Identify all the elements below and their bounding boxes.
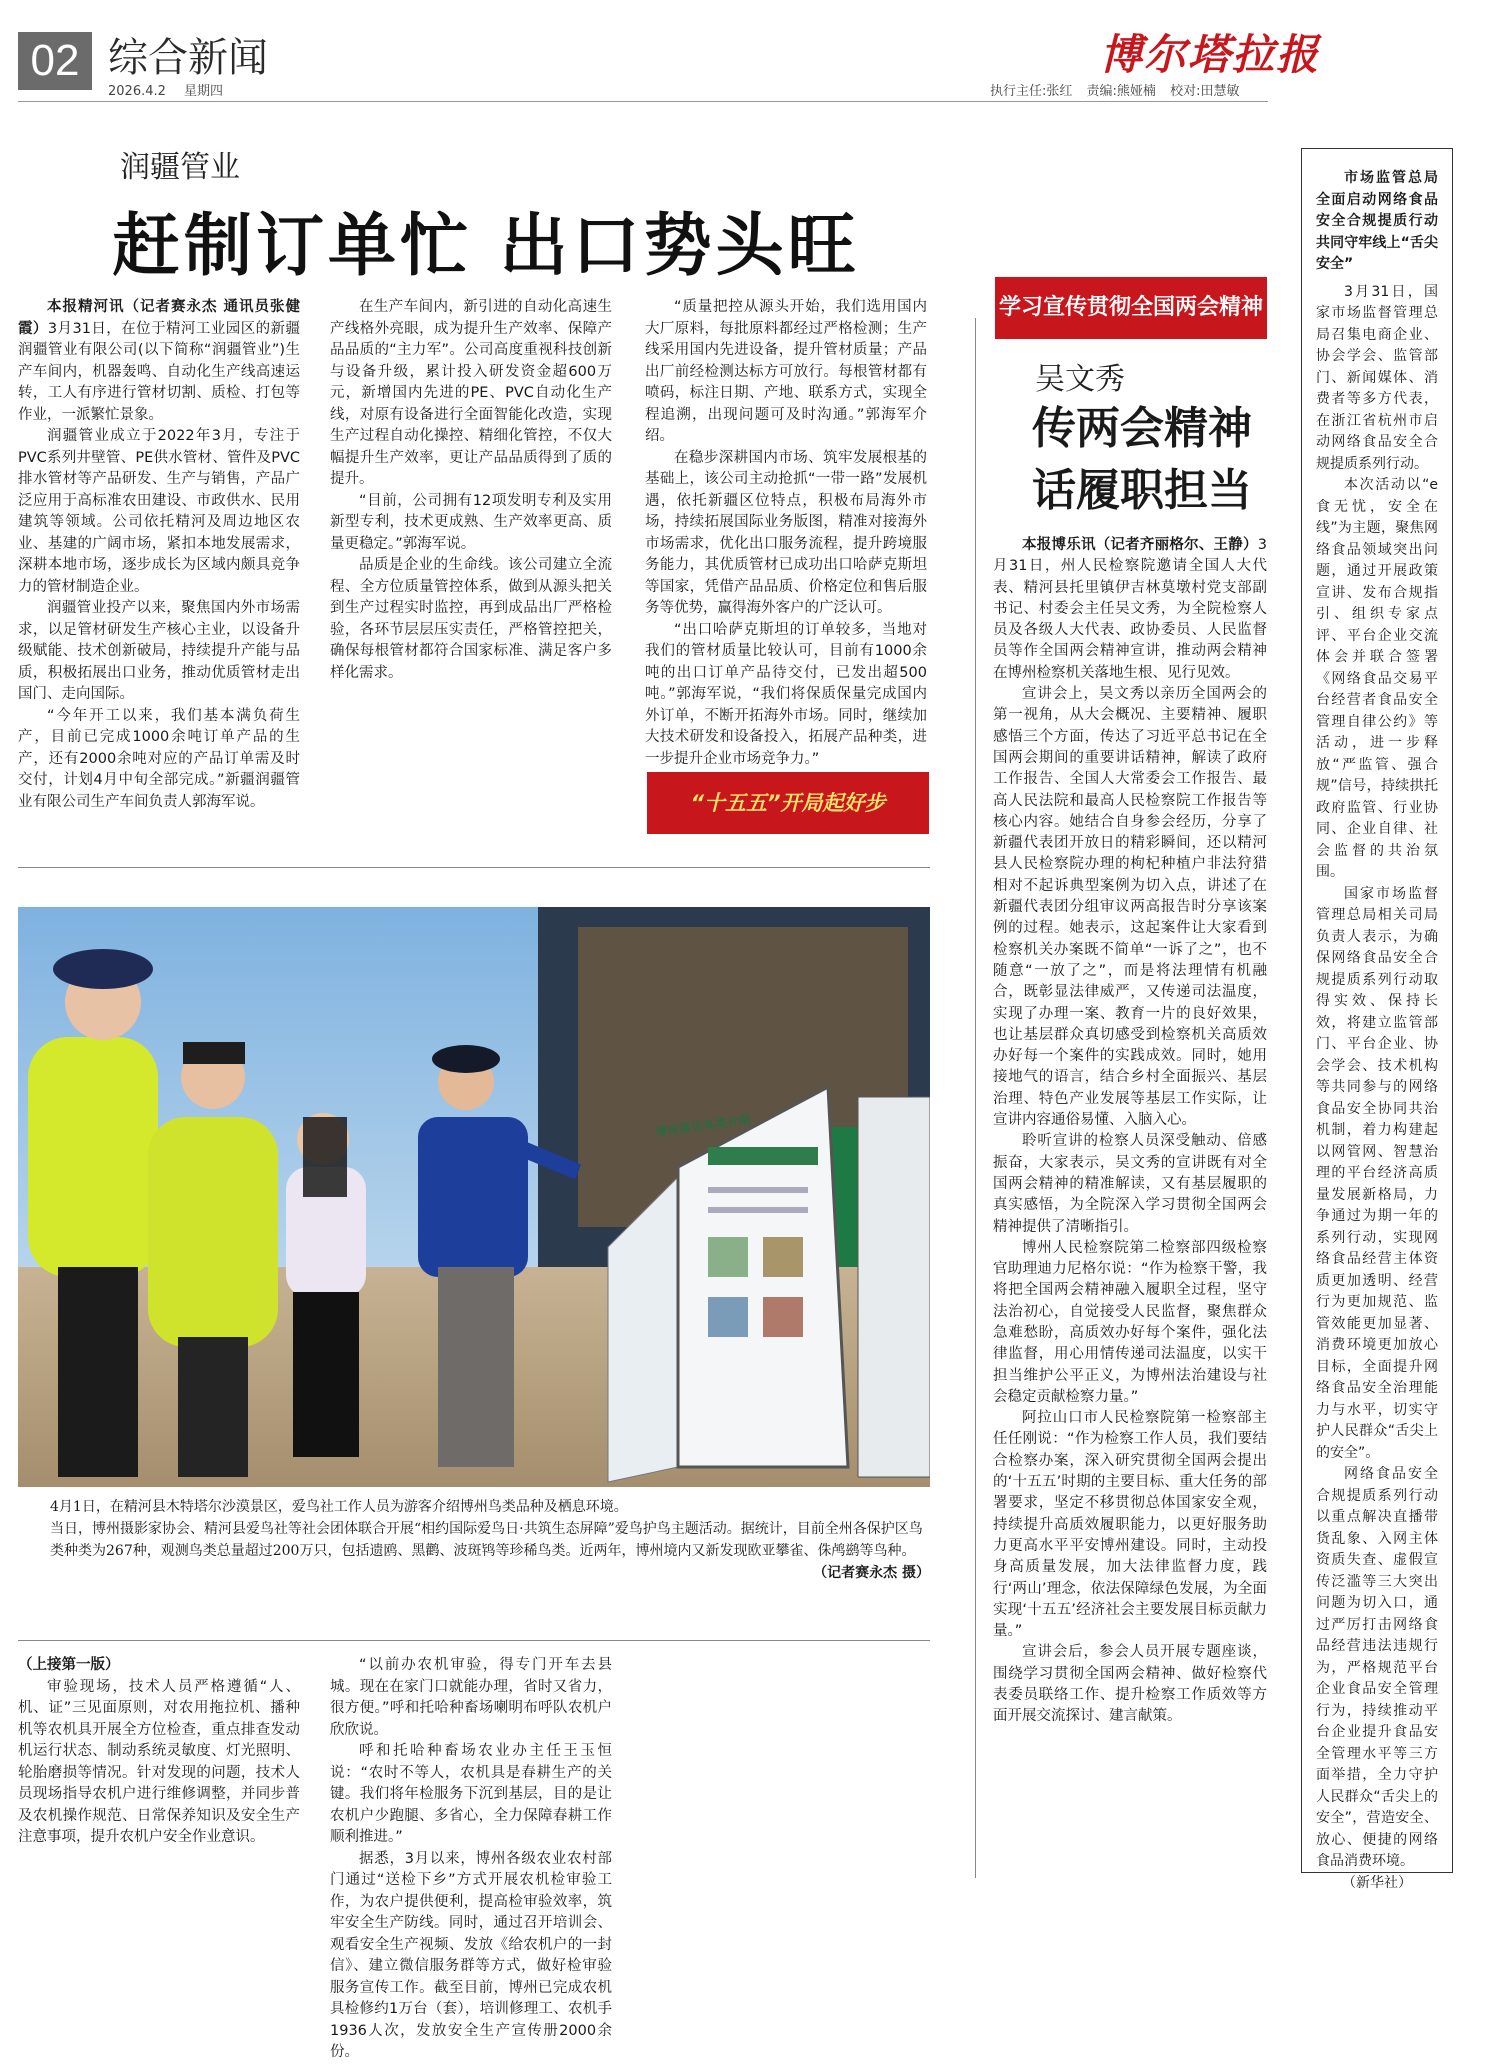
main-article-col-3 [645,297,927,770]
photo-illustration [18,907,930,1487]
sidebar-paragraph: 国家市场监督管理总局相关司局负责人表示，为确保网络食品安全合规提质系列行动取得实效、保持长效，将建立监管部门、平台企业、协会学会、技术机构等共同参与的网络食品安全协同共治机制，着力构建起以网管网、智慧治理的平台经济高质量发展新格局，力争通过为期一年的系列行动，实现网络食品经营主体资质更加透明、经营行为更加规范、监管效能更加显著、消费环境更加放心目标，全面提升网络食品安全治理能力与水平，切实守护人民群众“舌尖上的安全”。 [1316,885,1438,1461]
article-paragraph: 呼和托哈种畜场农业办主任王玉恒说：“农时不等人，农机具是春耕生产的关键。我们将年检服务下沉到基层，目的是让农机户少跑腿、多省心，全力保障春耕工作顺利推进。” [330,1743,612,1845]
article-paragraph: 宣讲会上，吴文秀以亲历全国两会的第一视角，从大会概况、主要精神、履职感悟三个方面，传达了习近平总书记在全国两会期间的重要讲话精神，解读了政府工作报告、全国人大常委会工作报告、最高人民法院和最高人民检察院工作报告等核心内容。她结合自身参会经历，分享了新疆代表团开放日的精彩瞬间，还以精河县人民检察院办理的枸杞种植户非法狩猎相对不起诉典型案例为切入点，讲述了在新疆代表团分组审议两高报告时分享该案例的过程。她表示，这起案件让大家看到检察机关办案既不简单“一诉了之”，也不随意“一放了之”，而是将法理情有机融合，既彰显法律威严，又传递司法温度，实现了办理一案、教育一片的良好效果，也让基层群众真切感受到检察机关高质效办好每一个案件的实践成效。同时，她用接地气的语言，结合乡村全面振兴、基层治理、特色产业发展等基层工作实际，让宣讲内容通俗易懂、入脑入心。 [993,686,1267,1129]
right-headline [1032,398,1252,522]
article-paragraph: 在稳步深耕国内市场、筑牢发展根基的基础上，该公司主动抢抓“一带一路”发展机遇，依托新疆区位特点，积极布局海外市场，持续拓展国际业务版图，精准对接海外市场需求，优化出口服务流程，提升跨境服务能力，其优质管材已成功出口哈萨克斯坦等国家，凭借产品品质、价格定位和售后服务等优势，赢得海外客户的广泛认可。 [645,449,927,616]
article-kicker: 润疆管业 [120,150,240,185]
masthead-rule [18,101,1268,102]
section-divider [18,867,930,868]
continued-col-1 [18,1655,300,1849]
caption-line: 4月1日，在精河县木特塔尔沙漠景区，爱鸟社工作人员为游客介绍博州鸟类品种及栖息环境。 [50,1499,628,1515]
article-paragraph: 品质是企业的生命线。该公司建立全流程、全方位质量管控体系，做到从源头把关到生产过程实时监控，再到成品出厂严格检验，各环节层层压实责任，严格管控把关，确保每根管材都符合国家标准、满足客户多样化需求。 [330,557,612,681]
weekday-text: 星期四 [184,84,224,99]
article-paragraph: 审验现场，技术人员严格遵循“人、机、证”三见面原则，对农用拖拉机、播种机等农机具开展全方位检查，重点排查发动机运行状态、制动系统灵敏度、灯光照明、轮胎磨损等情况。针对发现的问题，技术人员现场指导农机户进行维修调整，并同步普及农机操作规范、日常保养知识及安全生产注意事项，提升农机户安全作业意识。 [18,1678,300,1845]
continued-col-2 [330,1655,612,2064]
article-paragraph: “以前办农机审验，得专门开车去县城。现在在家门口就能办理，省时又省力，很方便。”呼和托哈种畜场喇明布呼队农机户欣欣说。 [330,1657,612,1738]
sidebar-paragraph: 3月31日，国家市场监督管理总局召集电商企业、协会学会、监管部门、新闻媒体、消费者等多方代表，在浙江省杭州市启动网络食品安全合规提质系列行动。 [1316,283,1438,472]
article-paragraph: “目前，公司拥有12项发明专利及实用新型专利，技术更成熟、生产效率更高、质量更稳定。”郭海军说。 [330,492,612,552]
issue-date [108,80,237,99]
headline-line: 话履职担当 [1032,465,1252,516]
photo-caption [50,1496,930,1584]
editor: 责编:熊娅楠 [1086,84,1156,99]
newspaper-logo: 博尔塔拉报 [1100,30,1321,79]
article-paragraph: “今年开工以来，我们基本满负荷生产，目前已完成1000余吨订单产品的生产，还有2000余吨对应的产品订单需及时交付，计划4月中旬全部完成。”新疆润疆管业有限公司生产车间负责人郭海军说。 [18,707,300,810]
chief-editor: 执行主任:张红 [990,84,1073,99]
article-headline: 赶制订单忙 出口势头旺 [112,206,860,286]
proofreader: 校对:田慧敏 [1170,84,1240,99]
topic-banner-text: 学习宣传贯彻全国两会精神 [998,295,1263,320]
sidebar-paragraph: 本次活动以“e食无忧，安全在线”为主题，聚焦网络食品领域突出问题，通过开展政策宣讲、发布合规指引、组织专家点评、平台企业交流体会并联合签署《网络食品交易平台经营者食品安全管理自律公约》等活动，进一步释放“严监管、强合规”信号，持续拱托政府监管、行业协同、企业自律、社会监督的共治氛围。 [1316,477,1438,880]
news-photo [18,907,930,1487]
article-paragraph: 宣讲会后，参会人员开展专题座谈，围绕学习贯彻全国两会精神、做好检察代表委员联络工作、提升检察工作质效等方面开展交流探讨、建言献策。 [993,1644,1267,1725]
section-divider [18,1640,930,1641]
page-number: 02 [18,32,92,90]
article-paragraph: 本报博乐讯（记者齐丽格尔、王静）3月31日，州人民检察院邀请全国人大代表、精河县托里镇伊吉林莫墩村党支部副书记、村委会主任吴文秀，为全院检察人员及各级人大代表、政协委员、人民监督员等作全国两会精神宣讲，推动两会精神在博州检察机关落地生根、见行见效。 [993,537,1267,681]
sidebar-paragraph: 网络食品安全合规提质系列行动以重点解决直播带货乱象、入网主体资质失查、虚假宣传泛滥等三大突出问题为切入口，通过严厉打击网络食品经营违法违规行为，严格规范平台企业食品安全管理行为，持续推动平台企业提升食品安全管理水平等三方面举措，全力守护人民群众“舌尖上的安全”，营造安全、放心、便捷的网络食品消费环境。 [1316,1466,1438,1869]
topic-banner [995,277,1267,339]
article-paragraph: 据悉，3月以来，博州各级农业农村部门通过“送检下乡”方式开展农机检审验工作，为农户提供便利，提高检审验效率，筑牢安全生产防线。同时，通过召开培训会、观看安全生产视频、发放《给农机户的一封信》、建立微信服务群等方式，做好检审验服务宣传工作。截至目前，博州已完成农机具检修约1万台（套），培训修理工、农机手1936人次，发放安全生产宣传册2000余份。 [330,1850,612,2060]
article-paragraph: “出口哈萨克斯坦的订单较多，当地对我们的管材质量比较认可，目前有1000余吨的出口订单产品待交付，已发出超500吨。”郭海军说，“我们将保质保量完成国内外订单，不断开拓海外市场。同时，继续加大技术研发和设备投入，拓展产品种类，进一步提升企业市场竞争力。” [645,621,927,767]
article-paragraph: 博州人民检察院第二检察部四级检察官助理迪力尼格尔说：“作为检察干警，我将把全国两会精神融入履职全过程，坚守法治初心，自觉接受人民监督，聚焦群众急难愁盼，高质效办好每个案件，强化法律监督，用心用情传递司法温度，以实干担当维护公平正义，为博州法治建设与社会稳定贡献检察力量。” [993,1239,1267,1405]
sidebar-title: 市场监管总局全面启动网络食品安全合规提质行动 共同守牢线上“舌尖安全” [1316,170,1438,272]
promo-banner [647,772,929,834]
date-text: 2026.4.2 [108,84,166,99]
column-divider [975,318,976,1878]
main-article-col-2 [330,297,612,684]
continued-label: （上接第一版） [18,1657,120,1673]
sidebar-source: （新华社） [1342,1874,1412,1891]
article-paragraph: 本报精河讯（记者赛永杰 通讯员张健霞）3月31日，在位于精河工业园区的新疆润疆管业有限公司(以下简称“润疆管业”)生产车间内，机器轰鸣、自动化生产线高速运转，工人有序进行管材切割、质检、打包等作业，一派繁忙景象。 [18,299,300,423]
section-title: 综合新闻 [108,35,268,81]
article-paragraph: 在生产车间内，新引进的自动化高速生产线格外亮眼，成为提升生产效率、保障产品品质的“主力军”。公司高度重视科技创新与设备升级，累计投入研发资金超600万元，新增国内先进的PE、PVC自动化生产线，对原有设备进行全面智能化改造，实现生产过程自动化操控、精细化管控，不仅大幅提升生产效率，更让产品品质得到了质的提升。 [330,299,612,487]
right-article-body [993,535,1267,1728]
headline-line: 传两会精神 [1032,403,1252,454]
byline: 本报精河讯（记者赛永杰 通讯员张健霞） [18,299,300,337]
article-paragraph: “质量把控从源头开始，我们选用国内大厂原料，每批原料都经过严格检测；生产线采用国内先进设备，提升管材质量；产品出厂前经检测达标方可放行。每根管材都有喷码，标注日期、产地、联系方式，实现全程追溯，出现问题可及时沟通。”郭海军介绍。 [645,299,927,444]
article-paragraph: 聆听宣讲的检察人员深受触动、倍感振奋，大家表示，吴文秀的宣讲既有对全国两会精神的精准解读，又有基层履职的真实感悟，为全院深入学习贯彻全国两会精神提供了清晰指引。 [993,1133,1267,1235]
article-paragraph: 阿拉山口市人民检察院第一检察部主任任刚说：“作为检察工作人员，我们要结合检察办案，深入研究贯彻全国两会提出的‘十五五’时期的主要目标、重大任务的部署要求，坚定不移贯彻总体国家安全观，持续提升高质效履职能力，以更好服务助力更高水平平安博州建设。同时，主动投身高质量发展，加大法律监督力度，践行‘两山’理念，依法保障绿色发展，为全面实现‘十五五’经济社会主要发展目标贡献力量。” [993,1410,1267,1640]
article-paragraph: 润疆管业成立于2022年3月，专注于PVC系列井壁管、PE供水管材、管件及PVC排水管材等产品研发、生产与销售，产品广泛应用于高标准农田建设、市政供水、民用建筑等领域。公司依托精河及周边地区农业、基建的广阔市场，紧扣本地发展需求，深耕本地市场，逐步成长为区域内颇具竞争力的管材制造企业。 [18,428,300,595]
photo-credit: （记者赛永杰 摄） [813,1565,930,1581]
article-paragraph: 润疆管业投产以来，聚焦国内外市场需求，以足管材研发生产核心主业，以设备升级赋能、技术创新破局，持续提升产能与品质，积极拓展出口业务，推动优质管材走出国门、走向国际。 [18,600,300,702]
board-title: 博州常见鸟类介绍 [654,1112,752,1140]
editor-credits [980,80,1239,99]
right-kicker: 吴文秀 [1035,362,1125,397]
sidebar-article [1316,168,1438,1894]
caption-line: 当日，博州摄影家协会、精河县爱鸟社等社会团体联合开展“相约国际爱鸟日·共筑生态屏障”爱鸟护鸟主题活动。据统计，目前全州各保护区鸟类种类为267种，观测鸟类总量超过200万只，包括遗鸥、黑鹳、波斑鸨等珍稀鸟类。近两年，博州境内又新发现欧亚攀雀、侏鸬鹚等鸟种。 [50,1521,923,1559]
promo-banner-text: “十五五”开局起好步 [690,791,886,815]
main-article-col-1 [18,297,300,813]
byline: 本报博乐讯（记者齐丽格尔、王静） [1022,537,1258,553]
